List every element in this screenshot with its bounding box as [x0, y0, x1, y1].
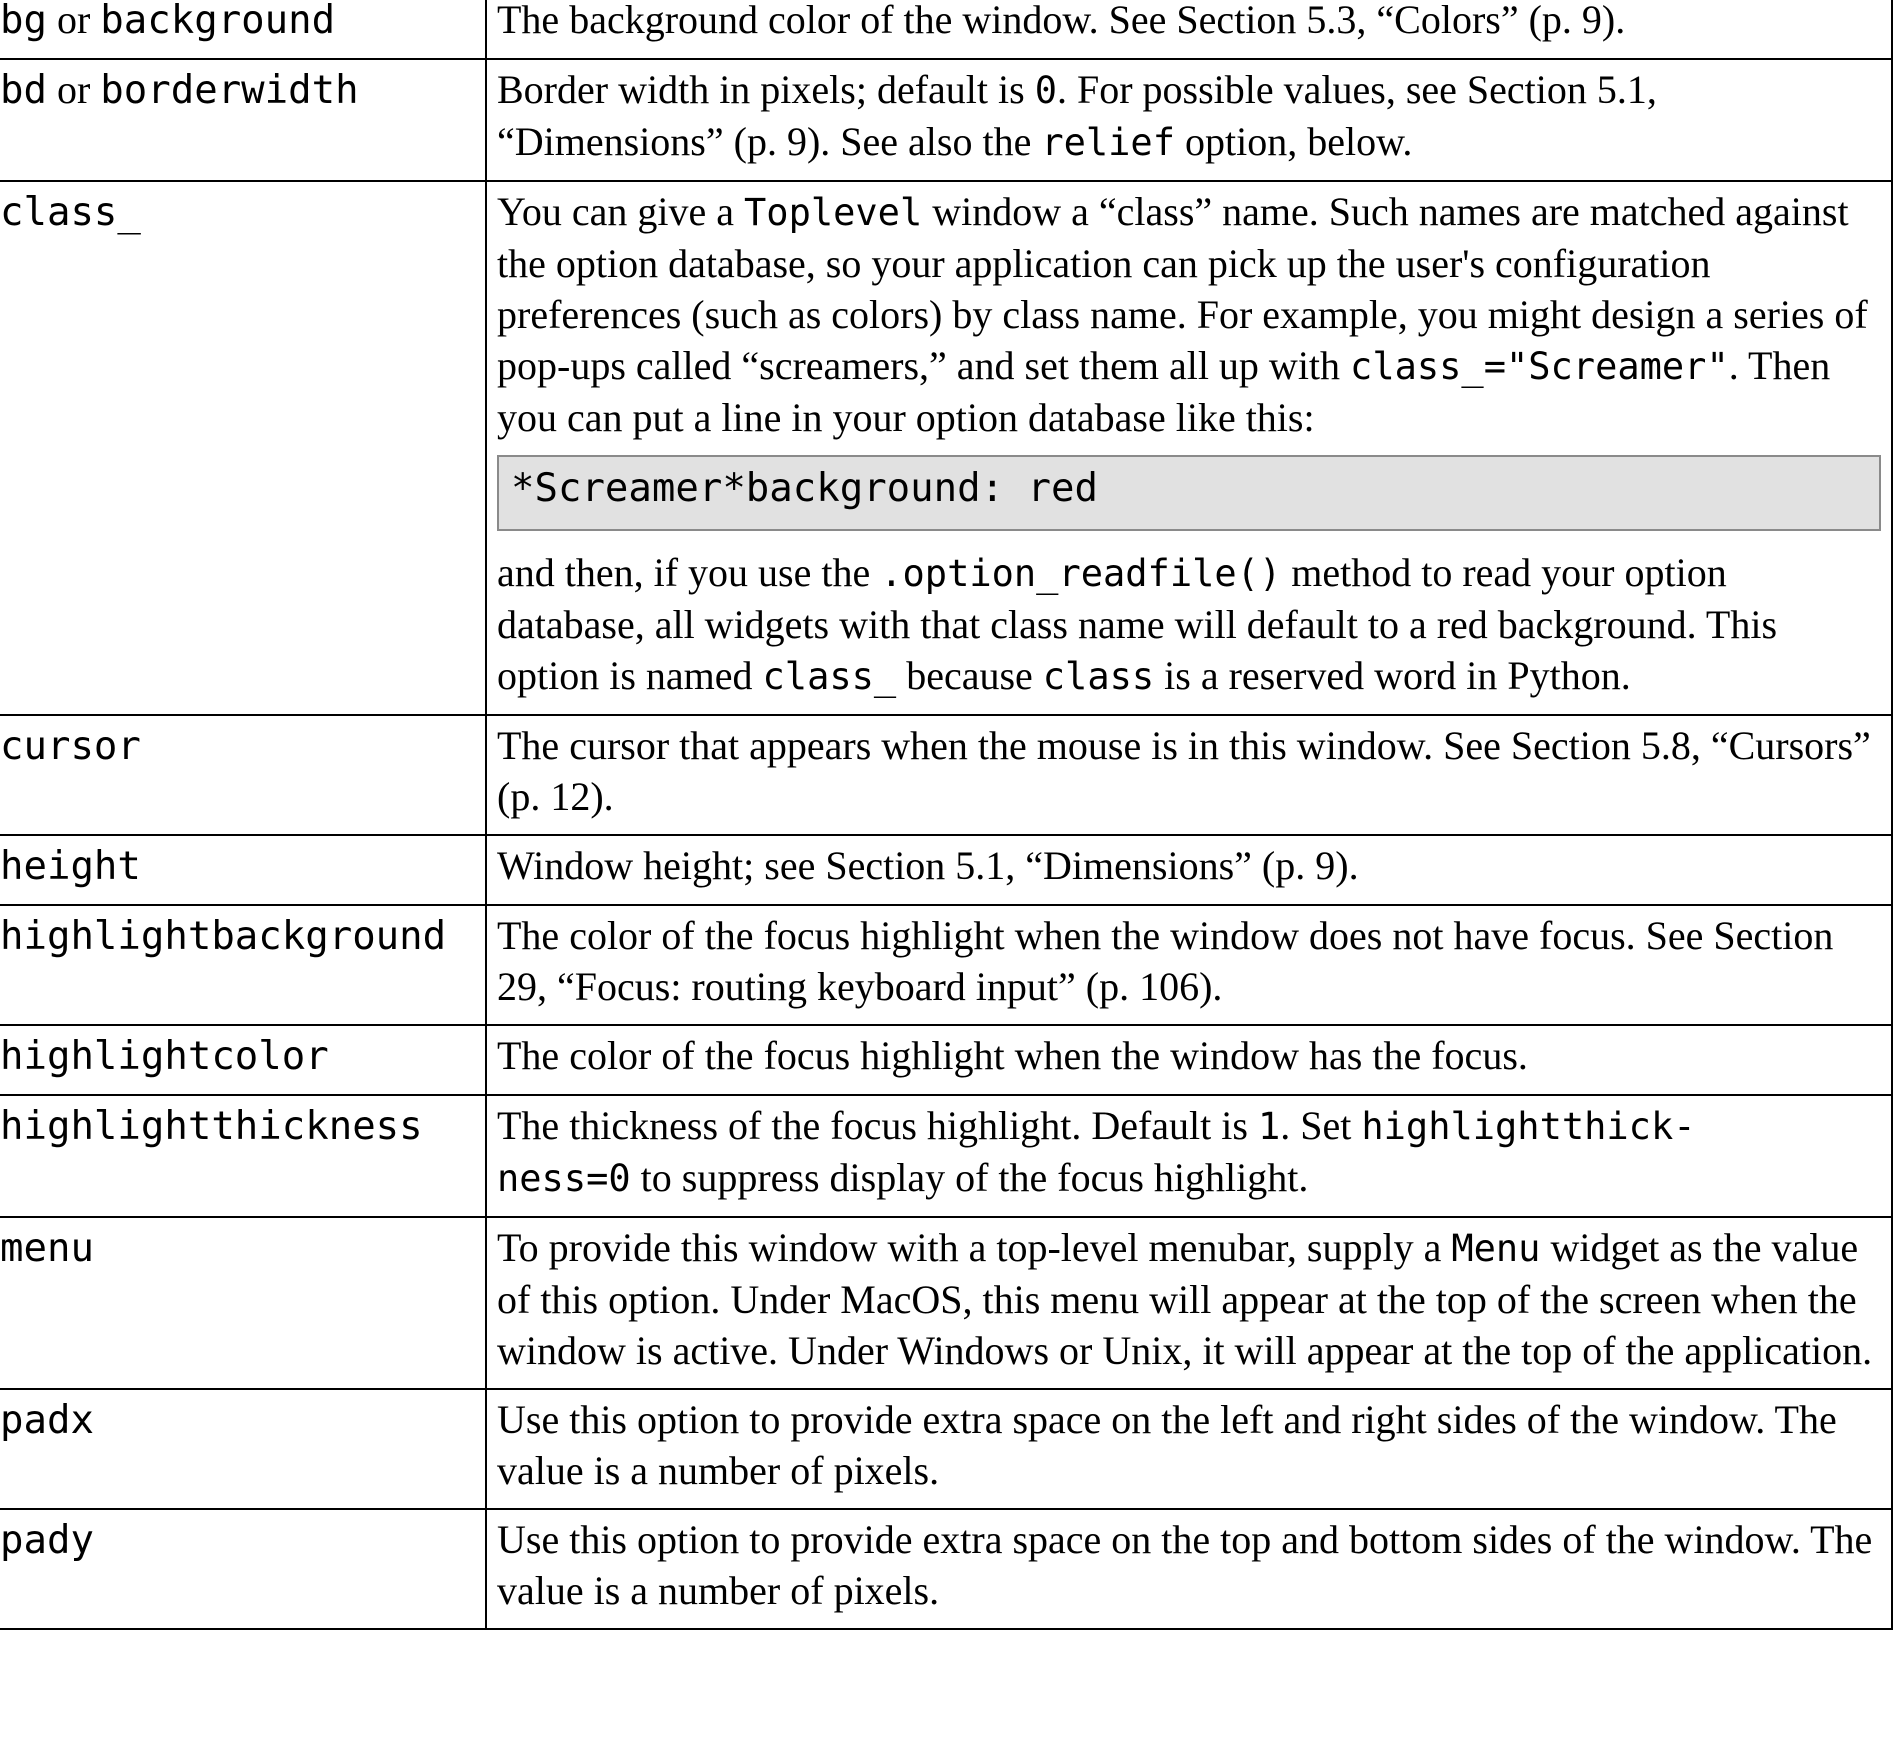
- option-name: menu: [0, 1217, 486, 1389]
- table-row: [0, 715, 1892, 835]
- option-description: The color of the focus highlight when the window does not have focus. See Section 29, “Focus: routing keyboard input” (p. 106).: [486, 905, 1892, 1025]
- option-name: highlightthickness: [0, 1095, 486, 1217]
- option-description: The color of the focus highlight when the window has the focus.: [486, 1025, 1892, 1095]
- option-description: The background color of the window. See Section 5.3, “Colors” (p. 9).: [486, 0, 1892, 59]
- table-row: [0, 59, 1892, 181]
- option-name: cursor: [0, 715, 486, 835]
- option-description: You can give a Toplevel window a “class” name. Such names are matched against the option database, so your application can pick up the user's configuration preferences (such as colors) by class name. For example, you might design a series of pop-ups called “screamers,” and set them all up with class_="Screamer". Then you can put a line in your option database like this: *Screamer*background: red and then, if you use the .option_readfile() method to read your option database, all widgets with that class name will default to a red background. This option is named class_ because class is a reserved word in Python.: [486, 181, 1892, 715]
- option-name: height: [0, 835, 486, 905]
- option-name: padx: [0, 1389, 486, 1509]
- table-row: [0, 1095, 1892, 1217]
- table-row: [0, 1025, 1892, 1095]
- table-row: [0, 905, 1892, 1025]
- option-description: Use this option to provide extra space on the left and right sides of the window. The value is a number of pixels.: [486, 1389, 1892, 1509]
- table-row: [0, 1389, 1892, 1509]
- table-row: [0, 1217, 1892, 1389]
- option-description: Border width in pixels; default is 0. For possible values, see Section 5.1, “Dimensions” (p. 9). See also the relief option, below.: [486, 59, 1892, 181]
- option-description: The cursor that appears when the mouse is in this window. See Section 5.8, “Cursors” (p. 12).: [486, 715, 1892, 835]
- option-name: bg or background: [0, 0, 486, 59]
- table-row: [0, 1509, 1892, 1629]
- option-name: pady: [0, 1509, 486, 1629]
- table-row: [0, 181, 1892, 715]
- table-row: [0, 0, 1892, 59]
- option-name: highlightcolor: [0, 1025, 486, 1095]
- option-name: class_: [0, 181, 486, 715]
- table-row: [0, 835, 1892, 905]
- code-example: *Screamer*background: red: [497, 455, 1881, 531]
- option-description: Window height; see Section 5.1, “Dimensions” (p. 9).: [486, 835, 1892, 905]
- option-name: highlightbackground: [0, 905, 486, 1025]
- option-description: The thickness of the focus highlight. Default is 1. Set highlightthick- ness=0 to suppress display of the focus highlight.: [486, 1095, 1892, 1217]
- option-description: Use this option to provide extra space on the top and bottom sides of the window. The value is a number of pixels.: [486, 1509, 1892, 1629]
- option-name: bd or borderwidth: [0, 59, 486, 181]
- option-description: To provide this window with a top-level menubar, supply a Menu widget as the value of this option. Under MacOS, this menu will appear at the top of the screen when the window is active. Under Windows or Unix, it will appear at the top of the application.: [486, 1217, 1892, 1389]
